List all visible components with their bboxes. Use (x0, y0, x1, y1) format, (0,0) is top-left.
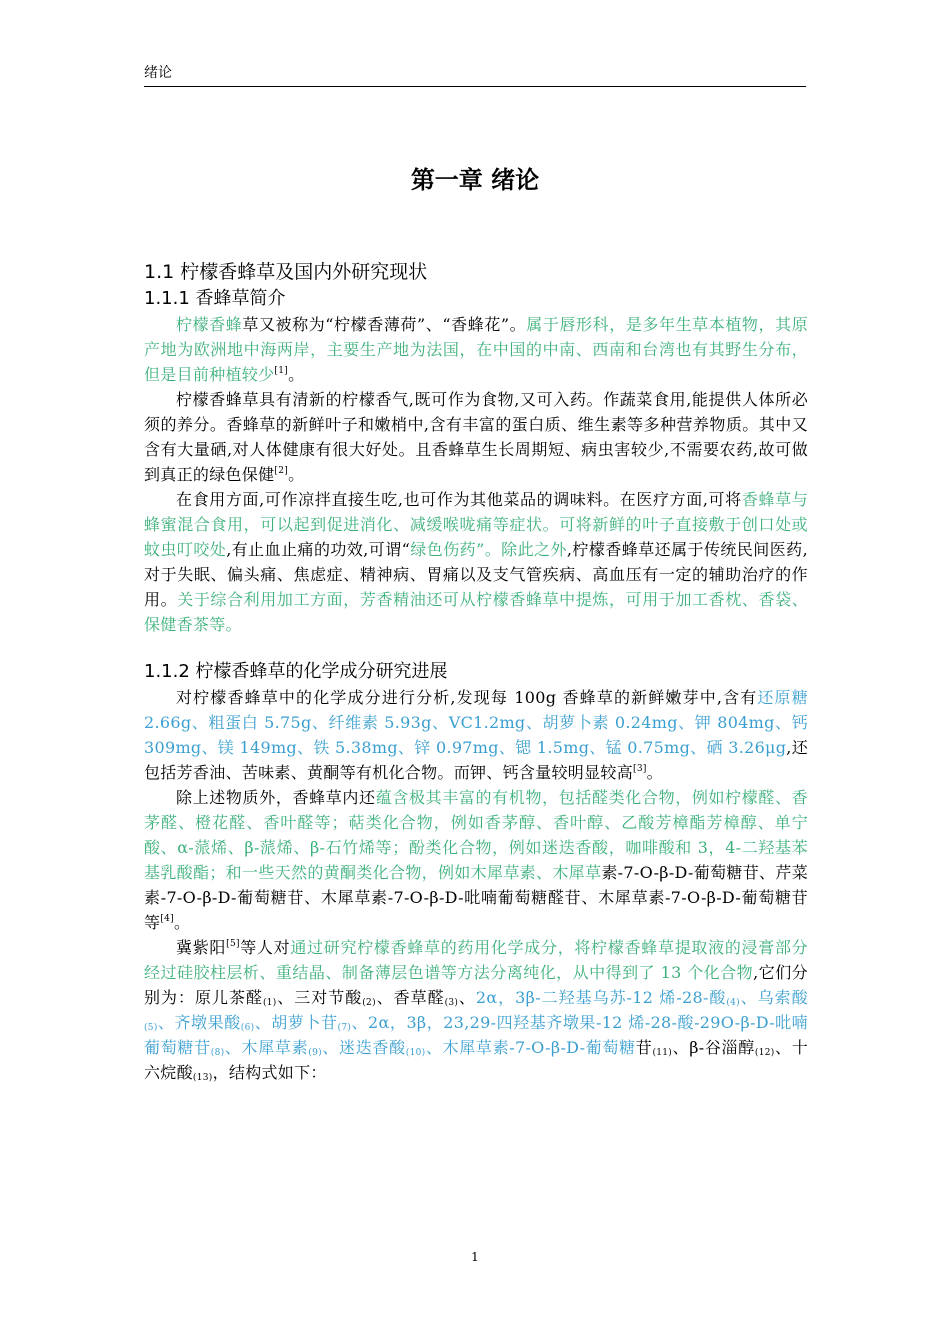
header-title: 绪论 (144, 65, 172, 81)
citation-ref: [2] (274, 466, 289, 476)
paragraph-chem-3: 冀紫阳[5]等人对通过研究柠檬香蜂草的药用化学成分，将柠檬香蜂草提取液的浸膏部分经过硅胶柱层析、重结晶、制备薄层色谱等方法分离纯化，从中得到了 13 个化合物,它们分别为：原儿茶醛$_{(1)}$、三对节酸$_{(2)}$、香草醛$_{(3)}$、2α，3β-二羟基乌苏-12 烯-28-酸$_{(4)}$、乌索酸$_{(5)}$、齐墩果酸$_{(6)}$、胡萝卜苷$_{(7)}$、2α，3β，23,29-四羟基齐墩果-12 烯-28-酸-29O-β-D-吡喃葡萄糖苷$_{(8)}$、木犀草素$_{(9)}$、迷迭香酸$_{(10)}$、木犀草素-7-O-β-D-葡萄糖苷$_{(11)}$、β-谷淄醇$_{(12)}$、十六烷酸$_{(13)}$，结构式如下： (144, 938, 808, 1083)
section-heading-1-1-2: 1.1.2 柠檬香蜂草的化学成分研究进展 (144, 661, 448, 682)
citation-ref: [5] (226, 939, 240, 949)
citation-ref: [4] (160, 914, 174, 924)
section-heading-1-1-1: 1.1.1 香蜂草简介 (144, 288, 286, 309)
paragraph-intro-3: 在食用方面,可作凉拌直接生吃,也可作为其他菜品的调味料。在医疗方面,可将香蜂草与蜂蜜混合食用，可以起到促进消化、减缓喉咙痛等症状。可将新鲜的叶子直接敷于创口处或蚊虫叮咬处,有止血止痛的功效,可谓“绿色伤药”。除此之外,柠檬香蜂草还属于传统民间医药,对于失眠、偏头痛、焦虑症、精神病、胃痛以及支气管疾病、高血压有一定的辅助治疗的作用。关于综合利用加工方面，芳香精油还可从柠檬香蜂草中提炼，可用于加工香枕、香袋、保健香茶等。 (144, 490, 809, 634)
paragraph-chem-1: 对柠檬香蜂草中的化学成分进行分析,发现每 100g 香蜂草的新鲜嫩芽中,含有还原糖 2.66g、粗蛋白 5.75g、纤维素 5.93g、VC1.2mg、胡萝卜素 0.24mg、钾 804mg、钙 309mg、镁 149mg、铁 5.38mg、锌 0.97mg、锶 1.5mg、锰 0.75mg、硒 3.26μg,还包括芳香油、苦味素、黄酮等有机化合物。而钾、钙含量较明显较高[3]。 (144, 688, 809, 782)
citation-ref: [3] (633, 764, 647, 774)
paragraph-intro-2: 柠檬香蜂草具有清新的柠檬香气,既可作为食物,又可入药。作蔬菜食用,能提供人体所必须的养分。香蜂草的新鲜叶子和嫩梢中,含有丰富的蛋白质、维生素等多种营养物质。其中又含有大量硒,对人体健康有很大好处。且香蜂草生长周期短、病虫害较少,不需要农药,故可做到真正的绿色保健[2]。 (144, 390, 808, 484)
running-header (144, 62, 806, 87)
chapter-title: 第一章 绪论 (410, 166, 540, 194)
document-body (144, 258, 808, 1085)
paragraph-chem-2: 除上述物质外，香蜂草内还蕴含极其丰富的有机物，包括醛类化合物，例如柠檬醛、香茅醛、橙花醛、香叶醛等；萜类化合物，例如香茅醇、香叶醇、乙酸芳樟酯芳樟醇、单宁酸、α-蒎烯、β-蒎烯、β-石竹烯等；酚类化合物，例如迷迭香酸，咖啡酸和 3，4-二羟基苯基乳酸酯；和一些天然的黄酮类化合物，例如木犀草素、木犀草素-7-O-β-D-葡萄糖苷、芹菜素-7-O-β-D-葡萄糖苷、木犀草素-7-O-β-D-吡喃葡萄糖醛苷、木犀草素-7-O-β-D-葡萄糖苷等[4]。 (144, 788, 809, 932)
page-number: 1 (471, 1250, 479, 1264)
citation-ref: [1] (274, 366, 289, 376)
paragraph-intro-1: 柠檬香蜂草又被称为“柠檬香薄荷”、“香蜂花”。属于唇形科，是多年生草本植物，其原产地为欧洲地中海两岸，主要生产地为法国，在中国的中南、西南和台湾也有其野生分布，但是目前种植较少[1]。 (144, 315, 809, 384)
section-heading-1-1: 1.1 柠檬香蜂草及国内外研究现状 (144, 261, 428, 283)
